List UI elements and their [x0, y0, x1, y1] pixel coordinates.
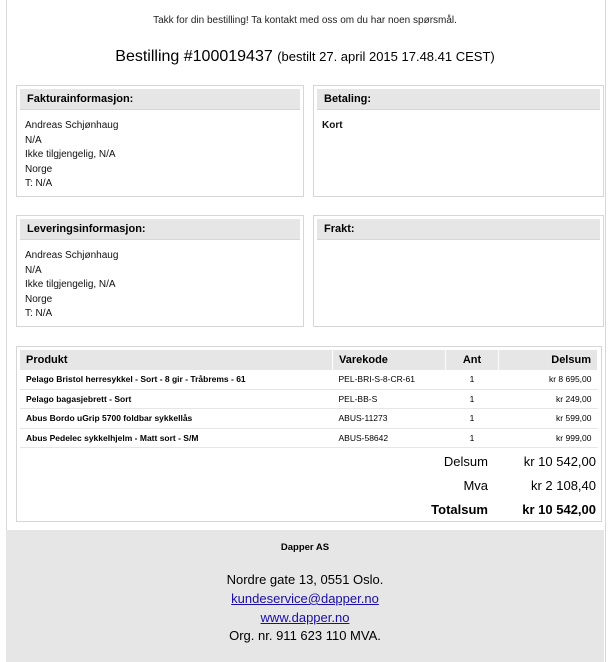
item-qty: 1 — [446, 370, 499, 389]
item-subtotal: kr 599,00 — [499, 409, 598, 429]
item-sku: ABUS-11273 — [333, 409, 446, 429]
payment-box — [313, 85, 604, 197]
shipping-line: Ikke tilgjengelig, N/A — [25, 279, 116, 290]
shipping-line: N/A — [25, 264, 42, 276]
tax-value: kr 2 108,40 — [530, 477, 596, 493]
col-sku: Varekode — [333, 350, 446, 370]
subtotal-value: kr 10 542,00 — [523, 453, 596, 469]
item-qty: 1 — [446, 428, 499, 448]
shipping-country: Norge — [25, 293, 53, 305]
shipping-name: Andreas Schjønhaug — [25, 250, 119, 261]
footer — [6, 530, 604, 662]
thanks-message: Takk for din bestilling! Ta kontakt med oss om du har noen spørsmål. — [153, 15, 457, 26]
item-product: Abus Bordo uGrip 5700 foldbar sykkellås — [20, 409, 333, 429]
shipping-phone: T: N/A — [25, 308, 53, 319]
item-qty: 1 — [446, 409, 499, 429]
shipping-info-heading: Leveringsinformasjon: — [20, 219, 300, 240]
col-qty: Ant — [446, 350, 499, 370]
item-product: Abus Pedelec sykkelhjelm - Matt sort - S/M — [20, 428, 333, 448]
total-row — [296, 497, 596, 521]
freight-heading: Frakt: — [317, 219, 600, 240]
item-sku: PEL-BRI-S-8-CR-61 — [333, 370, 446, 389]
col-subtotal: Delsum — [499, 350, 598, 370]
subtotal-row — [296, 449, 596, 473]
item-sku: ABUS-58642 — [333, 428, 446, 448]
item-qty: 1 — [446, 389, 499, 409]
billing-line: N/A — [25, 134, 42, 146]
order-title — [0, 48, 610, 66]
item-sku: PEL-BB-S — [333, 389, 446, 409]
payment-method: Kort — [322, 120, 343, 131]
company-name: Dapper AS — [280, 542, 330, 553]
table-row — [20, 428, 598, 448]
website-link[interactable]: www.dapper.no — [260, 610, 350, 625]
item-product: Pelago bagasjebrett - Sort — [20, 389, 333, 409]
table-row — [20, 370, 598, 389]
total-value: kr 10 542,00 — [522, 501, 596, 517]
order-number: Bestilling #100019437 — [115, 48, 273, 65]
table-row — [20, 409, 598, 429]
item-subtotal: kr 999,00 — [499, 428, 598, 448]
billing-country: Norge — [25, 163, 53, 175]
col-product: Produkt — [20, 350, 333, 370]
subtotal-label: Delsum — [443, 453, 488, 469]
tax-row — [296, 473, 596, 497]
billing-name: Andreas Schjønhaug — [25, 120, 119, 131]
tax-label: Mva — [463, 477, 488, 493]
item-subtotal: kr 249,00 — [499, 389, 598, 409]
item-product: Pelago Bristol herresykkel - Sort - 8 gir - Tråbrems - 61 — [20, 370, 333, 389]
billing-phone: T: N/A — [25, 178, 53, 189]
freight-box — [313, 215, 604, 327]
order-totals — [296, 449, 596, 521]
email-link[interactable]: kundeservice@dapper.no — [231, 591, 379, 606]
shipping-address — [17, 240, 303, 322]
order-date: (bestilt 27. april 2015 17.48.41 CEST) — [277, 49, 495, 64]
billing-info-box — [16, 85, 304, 197]
company-address: Nordre gate 13, 0551 Oslo. — [226, 572, 384, 587]
item-subtotal: kr 8 695,00 — [499, 370, 598, 389]
table-row — [20, 389, 598, 409]
billing-line: Ikke tilgjengelig, N/A — [25, 149, 116, 160]
total-label: Totalsum — [431, 501, 488, 517]
items-header-row — [20, 350, 598, 370]
shipping-info-box — [16, 215, 304, 327]
billing-address — [17, 110, 303, 192]
org-number: Org. nr. 911 623 110 MVA. — [229, 628, 381, 643]
items-table — [20, 350, 598, 448]
payment-body — [314, 110, 603, 134]
billing-info-heading: Fakturainformasjon: — [20, 89, 300, 110]
payment-heading: Betaling: — [317, 89, 600, 110]
